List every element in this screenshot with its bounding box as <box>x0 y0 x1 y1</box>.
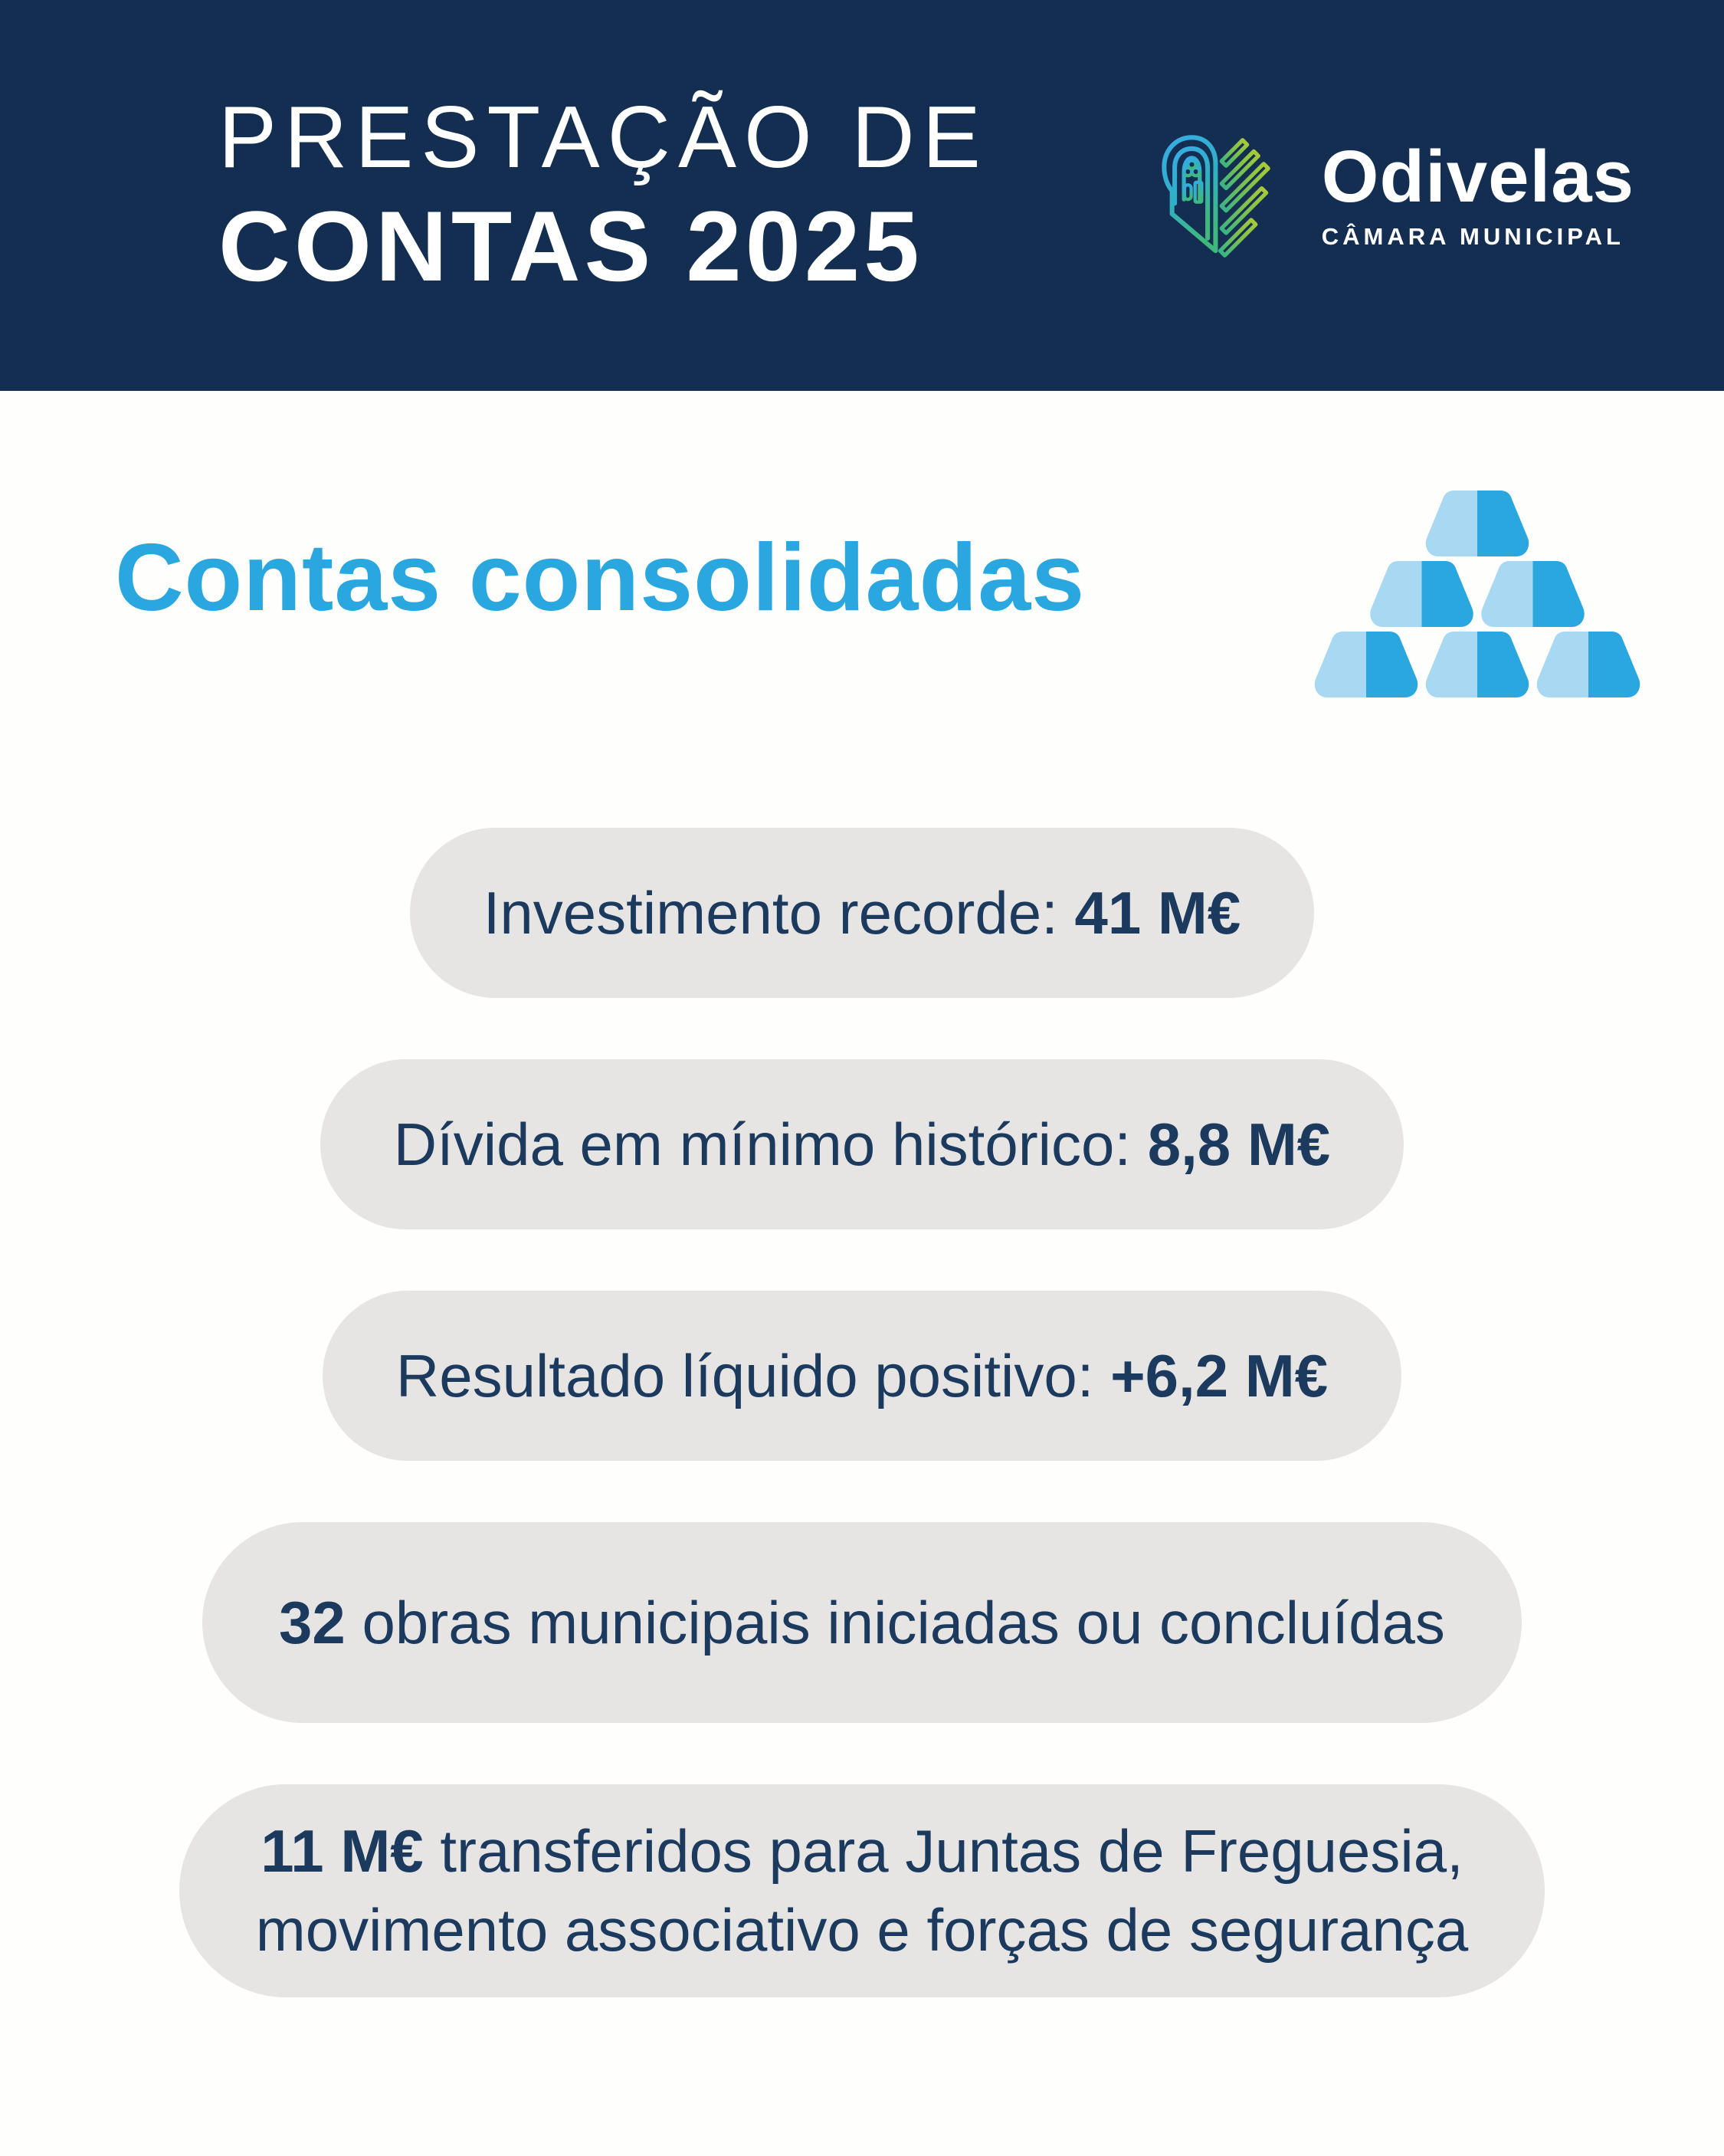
stat-line-1 <box>256 1812 1468 1891</box>
stat-value: 11 M€ <box>261 1817 424 1885</box>
logo-name: Odivelas <box>1321 136 1634 218</box>
section-title: Contas consolidadas <box>115 525 1086 631</box>
stat-value: 41 M€ <box>1074 879 1241 947</box>
stat-value: +6,2 M€ <box>1110 1342 1329 1409</box>
stat-text: Investimento recorde: <box>483 879 1075 947</box>
stat-text: Resultado líquido positivo: <box>395 1342 1111 1409</box>
stat-text: transferidos para Juntas de Freguesia, <box>423 1817 1463 1885</box>
stat-text: obras municipais iniciadas ou concluídas <box>345 1589 1445 1656</box>
stat-pill-net-result <box>323 1291 1401 1461</box>
stat-pill-debt <box>320 1059 1404 1229</box>
logo-wordmark <box>1321 136 1634 251</box>
section-header <box>0 491 1724 697</box>
stat-pill-investment <box>410 828 1315 998</box>
odivelas-logo <box>1152 130 1634 261</box>
stat-text: Dívida em mínimo histórico: <box>393 1111 1148 1178</box>
stat-pill-transfers <box>179 1784 1545 1997</box>
logo-subtitle: CÂMARA MUNICIPAL <box>1321 223 1624 250</box>
money-bars-icon <box>1311 491 1644 697</box>
stat-value: 32 <box>279 1589 346 1656</box>
stats-list <box>0 828 1724 1997</box>
stat-pill-works <box>202 1522 1522 1723</box>
header-banner <box>0 0 1724 391</box>
stat-line-2: movimento associativo e forças de segurança <box>255 1895 1469 1964</box>
stat-value: 8,8 M€ <box>1147 1111 1331 1178</box>
odivelas-heart-icon <box>1152 130 1283 261</box>
page-title-line-2: CONTAS 2025 <box>218 189 923 302</box>
page-title-line-1: PRESTAÇÃO DE <box>218 89 988 187</box>
page-title <box>218 89 988 302</box>
